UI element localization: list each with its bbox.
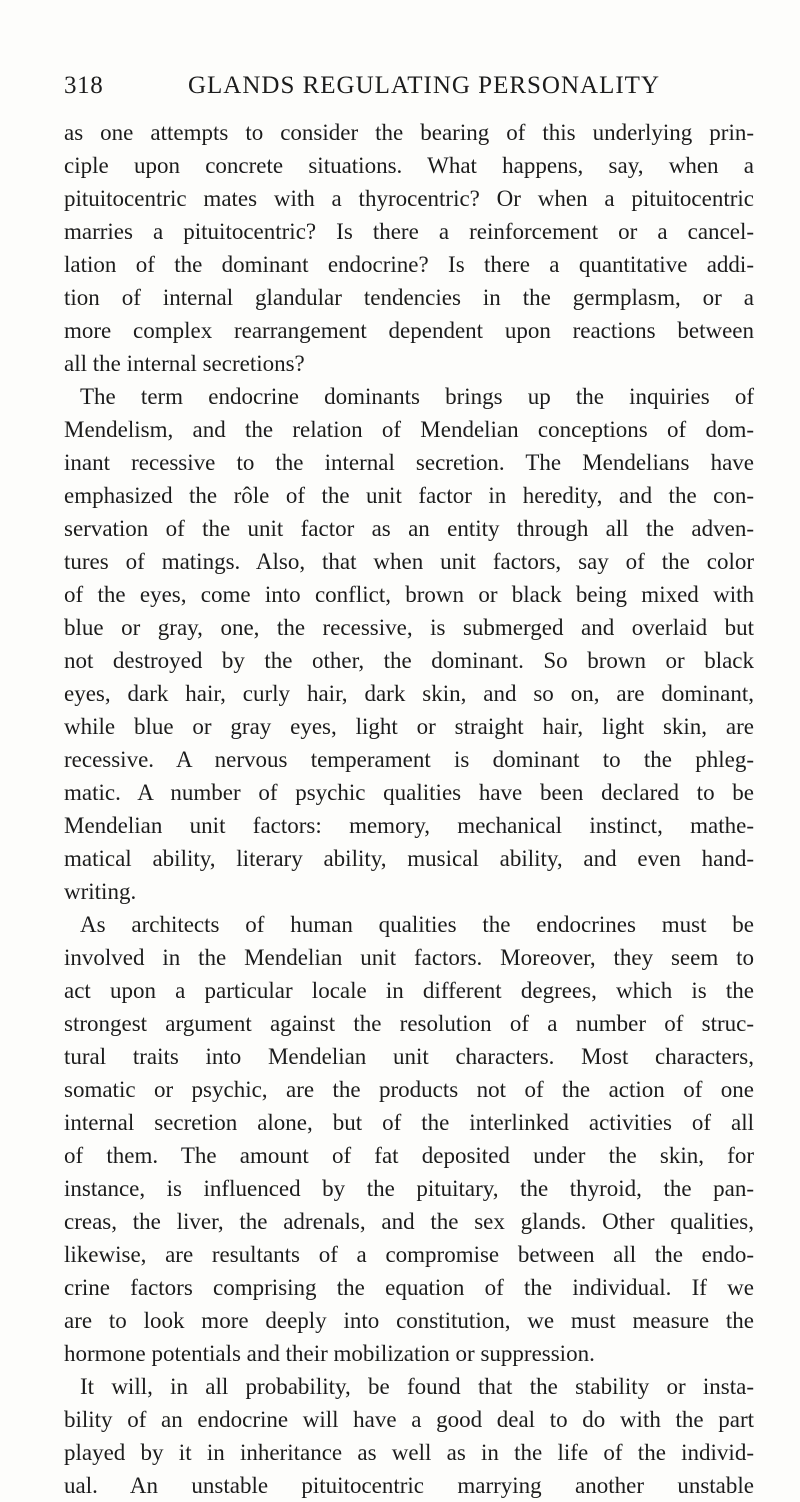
text-line: likewise, are resultants of a compromise between all the endo- [64, 1242, 754, 1267]
book-page [64, 72, 754, 1502]
text-line: tural traits into Mendelian unit characters. Most characters, [64, 1044, 754, 1069]
text-line: The term endocrine dominants brings up the inquiries of [80, 384, 754, 409]
text-line: writing. [64, 879, 137, 904]
text-line: pituitocentric mates with a thyrocentric? Or when a pituitocentric [64, 186, 754, 211]
text-line: act upon a particular locale in different degrees, which is the [64, 978, 754, 1003]
text-line: bility of an endocrine will have a good deal to do with the part [64, 1407, 754, 1432]
text-line: Mendelism, and the relation of Mendelian conceptions of dom- [64, 417, 754, 442]
text-line: all the internal secretions? [64, 351, 305, 376]
text-line: creas, the liver, the adrenals, and the sex glands. Other qualities, [64, 1209, 754, 1234]
text-line: while blue or gray eyes, light or straight hair, light skin, are [64, 714, 754, 739]
text-line: inant recessive to the internal secretion. The Mendelians have [64, 450, 754, 475]
text-line: Mendelian unit factors: memory, mechanical instinct, mathe- [64, 813, 754, 838]
text-line: internal secretion alone, but of the interlinked activities of all [64, 1110, 754, 1135]
text-line: crine factors comprising the equation of the individual. If we [64, 1275, 754, 1300]
page-number: 318 [64, 72, 104, 99]
text-line: matical ability, literary ability, musical ability, and even hand- [64, 846, 754, 871]
text-line: as one attempts to consider the bearing of this underlying prin- [64, 120, 754, 145]
text-line: not destroyed by the other, the dominant. So brown or black [64, 648, 754, 673]
text-line: involved in the Mendelian unit factors. Moreover, they seem to [64, 945, 754, 970]
text-line: ual. An unstable pituitocentric marrying another unstable [64, 1473, 754, 1498]
text-line: emphasized the rôle of the unit factor in heredity, and the con- [64, 483, 754, 508]
text-line: ciple upon concrete situations. What happens, say, when a [64, 153, 754, 178]
text-line: marries a pituitocentric? Is there a reinforcement or a cancel- [64, 219, 754, 244]
text-line: instance, is influenced by the pituitary, the thyroid, the pan- [64, 1176, 754, 1201]
text-line: recessive. A nervous temperament is dominant to the phleg- [64, 747, 754, 772]
text-line: played by it in inheritance as well as in the life of the individ- [64, 1440, 754, 1465]
text-line: eyes, dark hair, curly hair, dark skin, and so on, are dominant, [64, 681, 754, 706]
text-line: strongest argument against the resolution of a number of struc- [64, 1011, 754, 1036]
text-line: lation of the dominant endocrine? Is there a quantitative addi- [64, 252, 754, 277]
text-line: hormone potentials and their mobilization or suppression. [64, 1341, 595, 1366]
text-line: of them. The amount of fat deposited under the skin, for [64, 1143, 754, 1168]
body-text [64, 116, 754, 1502]
text-line: blue or gray, one, the recessive, is submerged and overlaid but [64, 615, 754, 640]
text-line: It will, in all probability, be found that the stability or insta- [80, 1374, 754, 1399]
text-line: more complex rearrangement dependent upon reactions between [64, 318, 754, 343]
text-line: tures of matings. Also, that when unit factors, say of the color [64, 549, 754, 574]
text-line: As architects of human qualities the endocrines must be [80, 912, 754, 937]
running-title: GLANDS REGULATING PERSONALITY [187, 72, 661, 99]
text-line: tion of internal glandular tendencies in the germplasm, or a [64, 285, 754, 310]
text-line: are to look more deeply into constitution, we must measure the [64, 1308, 754, 1333]
text-line: matic. A number of psychic qualities have been declared to be [64, 780, 754, 805]
text-line: of the eyes, come into conflict, brown or black being mixed with [64, 582, 754, 607]
text-line: somatic or psychic, are the products not of the action of one [64, 1077, 754, 1102]
running-head [64, 72, 754, 106]
text-line: servation of the unit factor as an entity through all the adven- [64, 516, 754, 541]
